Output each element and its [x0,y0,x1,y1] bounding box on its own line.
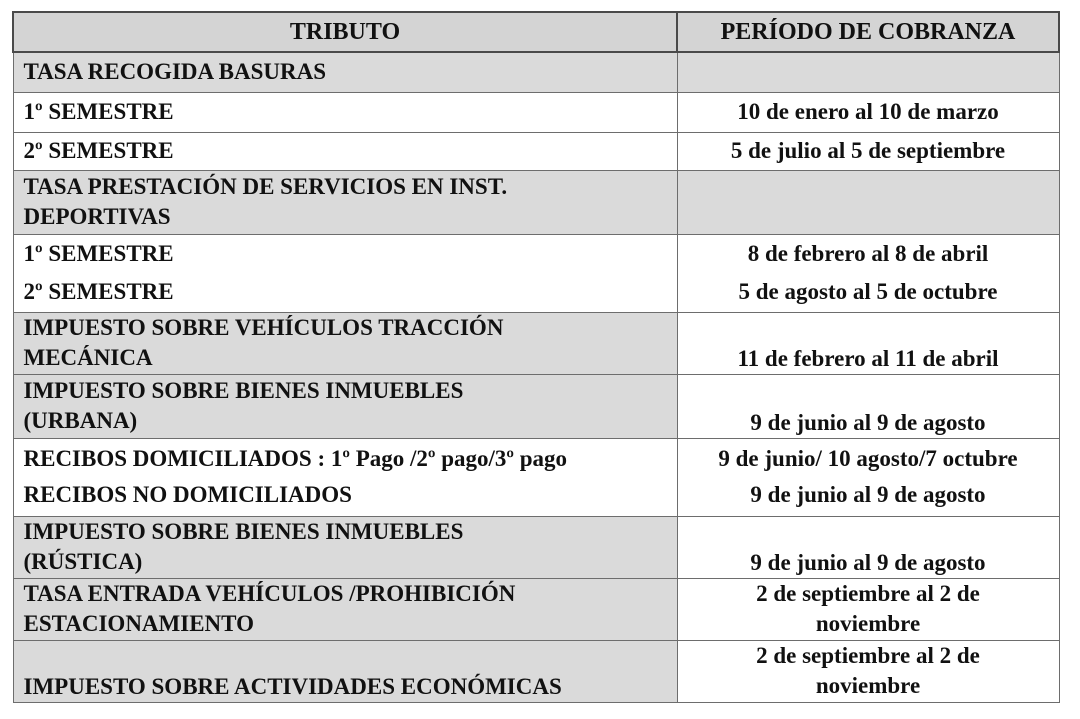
tributo-cell [13,170,677,234]
tributo-cell [13,52,677,92]
tax-collection-table [12,11,1060,703]
periodo-cell [677,578,1059,640]
periodo-text: 5 de julio al 5 de septiembre [730,138,1006,163]
periodo-text: 9 de junio al 9 de agosto [750,482,986,507]
table-row [13,92,1059,132]
tributo-text: 2º SEMESTRE [23,138,174,163]
tributo-cell [13,516,677,578]
periodo-cell [677,92,1059,132]
periodo-cell [677,374,1059,438]
tributo-text: MECÁNICA [23,345,153,370]
tributo-text: TASA RECOGIDA BASURAS [23,59,326,85]
tributo-cell [13,438,677,516]
tributo-cell [13,234,677,312]
periodo-cell [677,234,1059,312]
table-row [13,132,1059,170]
tributo-cell [13,312,677,374]
table-row [13,234,1059,312]
tributo-cell [13,578,677,640]
tributo-text: RECIBOS DOMICILIADOS : 1º Pago /2º pago/3º pago [23,446,568,471]
periodo-text: 9 de junio/ 10 agosto/7 octubre [718,446,1018,471]
table-row [13,170,1059,234]
table-row [13,52,1059,92]
tributo-text: IMPUESTO SOBRE BIENES INMUEBLES [23,519,464,544]
tributo-text: TASA ENTRADA VEHÍCULOS /PROHIBICIÓN [23,581,516,606]
periodo-text: 11 de febrero al 11 de abril [737,345,999,371]
table-row [13,516,1059,578]
tributo-text: ESTACIONAMIENTO [23,611,254,636]
tributo-cell [13,132,677,170]
periodo-text: 9 de junio al 9 de agosto [750,549,986,575]
tributo-cell [13,640,677,702]
table-row [13,578,1059,640]
periodo-text: 8 de febrero al 8 de abril [747,241,989,266]
periodo-text: 5 de agosto al 5 de octubre [738,279,998,304]
periodo-cell [677,516,1059,578]
periodo-text: 2 de septiembre al 2 de [756,643,980,668]
tributo-text: IMPUESTO SOBRE ACTIVIDADES ECONÓMICAS [23,673,562,699]
tributo-text: IMPUESTO SOBRE BIENES INMUEBLES [23,378,464,403]
tributo-text: 2º SEMESTRE [23,279,174,304]
periodo-text: noviembre [815,611,921,636]
tributo-text: (URBANA) [23,408,138,433]
table-row [13,312,1059,374]
periodo-cell [677,312,1059,374]
periodo-cell [677,52,1059,92]
periodo-text: noviembre [815,673,921,698]
tributo-cell [13,374,677,438]
periodo-text: 10 de enero al 10 de marzo [737,99,999,124]
periodo-cell [677,132,1059,170]
table-header-row [13,12,1059,52]
tributo-text: TASA PRESTACIÓN DE SERVICIOS EN INST. [23,174,508,199]
periodo-cell [677,438,1059,516]
periodo-cell [677,170,1059,234]
periodo-text: 2 de septiembre al 2 de [756,581,980,606]
table-row [13,640,1059,702]
table-row [13,374,1059,438]
header-periodo: PERÍODO DE COBRANZA [677,12,1059,52]
periodo-text: 9 de junio al 9 de agosto [750,409,986,435]
tributo-text: RECIBOS NO DOMICILIADOS [23,482,352,507]
tributo-text: IMPUESTO SOBRE VEHÍCULOS TRACCIÓN [23,315,504,340]
periodo-cell [677,640,1059,702]
tributo-cell [13,92,677,132]
tributo-text: (RÚSTICA) [23,549,143,574]
tributo-text: 1º SEMESTRE [23,99,174,124]
tributo-text: DEPORTIVAS [23,204,171,229]
tributo-text: 1º SEMESTRE [23,241,174,266]
table-row [13,438,1059,516]
header-tributo: TRIBUTO [13,12,677,52]
